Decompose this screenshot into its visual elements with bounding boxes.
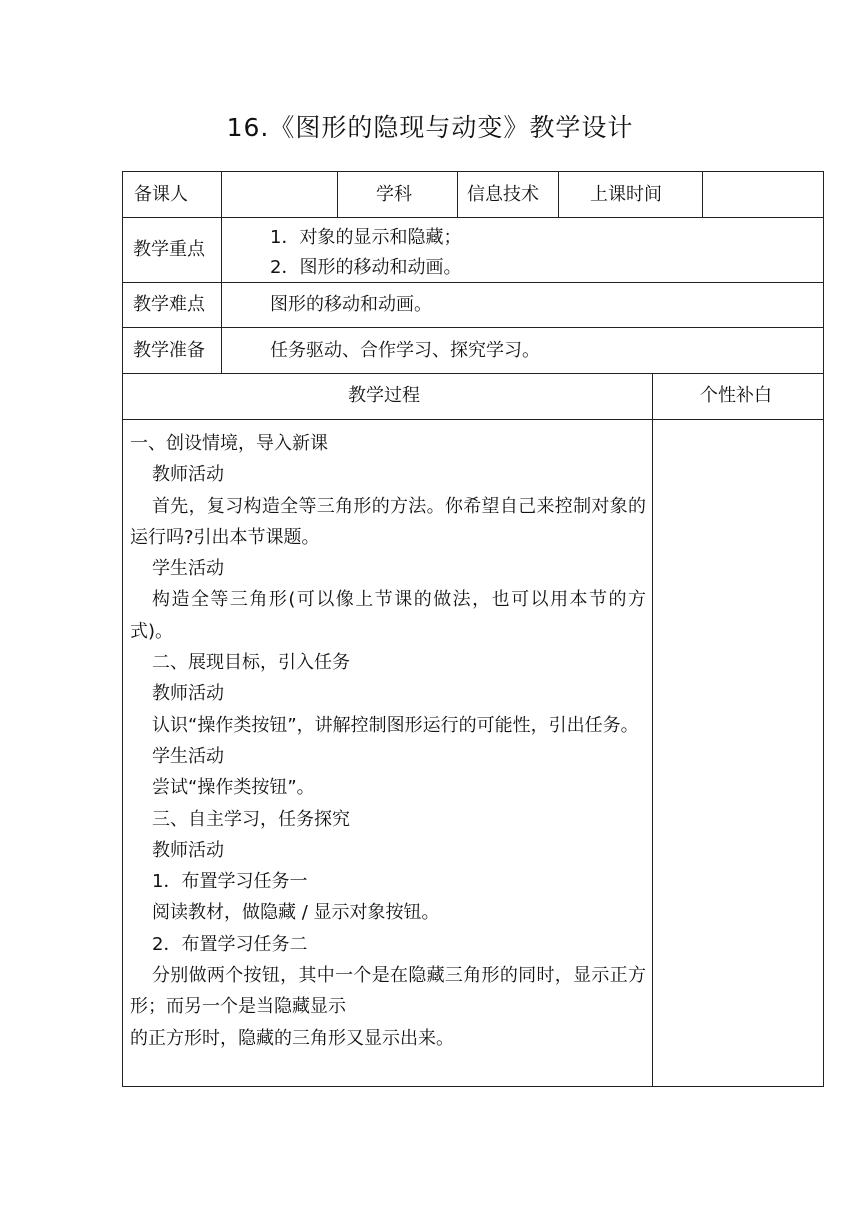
table-rule — [702, 171, 703, 217]
section-heading: 二、展现目标，引入任务 — [152, 652, 350, 674]
table-rule — [221, 171, 222, 217]
process-paragraph: 认识“操作类按钮”，讲解控制图形运行的可能性，引出任务。 — [152, 714, 639, 736]
section-heading: 一、创设情境，导入新课 — [130, 433, 328, 454]
table-rule — [122, 327, 824, 328]
task-heading: 1．布置学习任务一 — [152, 871, 308, 893]
activity-label: 学生活动 — [152, 745, 224, 767]
document-title: 16.《图形的隐现与动变》教学设计 — [226, 113, 634, 142]
teaching-process-content — [130, 428, 646, 1054]
section-heading: 三、自主学习，任务探究 — [152, 808, 350, 830]
preparer-label: 备课人 — [134, 184, 188, 205]
activity-label: 教师活动 — [152, 683, 224, 705]
class-time-label: 上课时间 — [590, 184, 662, 205]
process-paragraph: 首先，复习构造全等三角形的方法。你希望自己来控制对象的运行吗?引出本节课题。 — [130, 495, 646, 548]
subject-label: 学科 — [376, 184, 412, 205]
teaching-process-header: 教学过程 — [348, 385, 420, 406]
activity-label: 学生活动 — [152, 558, 224, 580]
key-points-label: 教学重点 — [133, 239, 205, 260]
process-paragraph: 构造全等三角形(可以像上节课的做法，也可以用本节的方式)。 — [130, 589, 646, 642]
task-heading: 2．布置学习任务二 — [152, 933, 308, 955]
table-rule — [652, 373, 653, 1087]
table-rule — [122, 419, 824, 420]
difficulties-label: 教学难点 — [133, 294, 205, 315]
activity-label: 教师活动 — [152, 464, 224, 486]
difficulties-value: 图形的移动和动画。 — [270, 294, 432, 315]
process-paragraph: 阅读教材，做隐藏 / 显示对象按钮。 — [152, 902, 440, 924]
subject-value: 信息技术 — [467, 184, 539, 205]
table-rule — [457, 171, 458, 217]
activity-label: 教师活动 — [152, 839, 224, 861]
table-rule — [558, 171, 559, 217]
table-rule — [122, 217, 824, 218]
process-paragraph: 分别做两个按钮，其中一个是在隐藏三角形的同时，显示正方形；而另一个是当隐藏显示 — [130, 965, 646, 1018]
process-paragraph: 尝试“操作类按钮”。 — [152, 777, 315, 799]
table-rule — [337, 171, 338, 217]
personal-notes-header: 个性补白 — [700, 385, 772, 406]
table-rule — [221, 217, 222, 373]
key-point-item: 1．对象的显示和隐藏； — [270, 227, 462, 248]
table-rule — [122, 282, 824, 283]
preparation-label: 教学准备 — [133, 340, 205, 361]
process-paragraph: 的正方形时，隐藏的三角形又显示出来。 — [130, 1027, 454, 1049]
table-rule — [122, 373, 824, 374]
key-point-item: 2．图形的移动和动画。 — [270, 257, 462, 278]
preparation-value: 任务驱动、合作学习、探究学习。 — [270, 340, 540, 361]
